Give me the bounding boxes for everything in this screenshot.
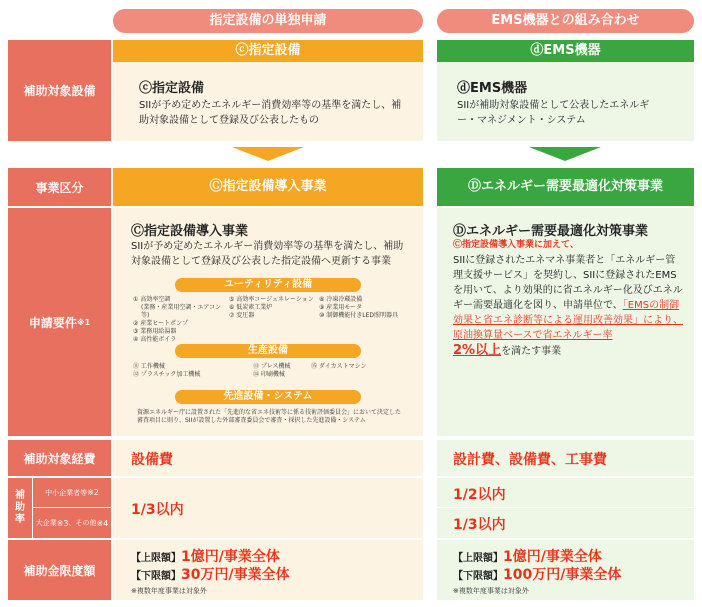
utility-list-col3 [319, 296, 419, 320]
right-req-red-big: 2%以上 [453, 343, 502, 358]
right-limit-note: ※複数年度事業は対象外 [453, 587, 529, 595]
row-label-requirement [8, 208, 111, 436]
right-equip-cell [437, 62, 694, 141]
right-expense-cell [437, 440, 694, 476]
rate-large-text: 大企業 [35, 519, 57, 527]
left-equip-title: ⓒ指定設備 [139, 81, 205, 96]
production-list-col3 [311, 363, 411, 371]
right-requirement-cell [437, 208, 694, 436]
production-item: ⑭ 印刷機械 [253, 371, 285, 378]
row-label-rate: 補助率 [8, 478, 32, 538]
right-limit-upper-value: 1億円/事業全体 [503, 549, 602, 565]
rate-sme-sup: ※2 [87, 488, 99, 497]
left-limit-lower-value: 30万円/事業全体 [181, 567, 290, 583]
right-limit-cell [437, 540, 694, 600]
left-expense-cell [113, 440, 423, 476]
right-equip-title: ⓓEMS機器 [457, 81, 528, 96]
right-limit-upper-label: 【上限額】 [453, 553, 503, 564]
band-utility: ユーティリティ設備 [175, 278, 361, 292]
row-label-expense: 補助対象経費 [8, 440, 111, 476]
left-limit-upper-label: 【上限額】 [131, 553, 181, 564]
utility-item: ⑦ 変圧器 [229, 312, 255, 319]
advanced-desc: 資源エネルギー庁に設置された「先進的な省エネ技術等に係る技術評価委員会」において決定した審査項目に則り、SIIが設置した外部審査委員会で審査・採択した先進設備・システム [137, 409, 402, 424]
utility-item: ② 産業ヒートポンプ [133, 320, 189, 327]
requirement-label-text: 申請要件 [28, 315, 77, 330]
right-req-body [453, 238, 685, 359]
rate-large-sup2: ※4 [96, 518, 109, 528]
right-equip-desc: SIIが補助対象設備として公表したエネルギー・マネジメント・システム [457, 100, 650, 126]
utility-item: ⑨ 産業用モータ [319, 304, 363, 311]
utility-item: ⑥ 低炭素工業炉 [229, 304, 273, 311]
left-expense-value: 設備費 [131, 452, 173, 468]
right-req-desc: SIIに登録されたエネマネ事業者と「エネルギー管理支援サービス」を契約し、SIIに登録されたEMSを用いて、より効果的に省エネルギー化及びエネルギー需要最適化を図り、申請単位で、 [453, 255, 683, 311]
right-equip-header: ⓓEMS機器 [437, 40, 694, 62]
right-limit-lower-value: 100万円/事業全体 [503, 567, 622, 583]
right-req-title: Ⓓエネルギー需要最適化対策事業 [453, 224, 649, 239]
left-limit-cell [113, 540, 423, 600]
left-limit-upper [131, 546, 280, 566]
left-rate-value: 1/3以内 [131, 502, 184, 518]
right-req-tail: を満たす事業 [501, 346, 562, 357]
right-rate-large-cell [437, 508, 694, 538]
rate-large-sup: ※3 [56, 518, 69, 528]
production-list-col1 [133, 363, 243, 379]
rate-sme-text: 中小企業者等 [45, 488, 88, 497]
left-equip-cell [113, 62, 423, 141]
right-limit-lower-label: 【下限額】 [453, 571, 503, 582]
right-down-arrow [529, 147, 601, 161]
utility-item: ③ 業務用給湯器 [133, 328, 177, 335]
row-label-limit: 補助金限度額 [8, 540, 111, 600]
left-req-desc: SIIが予め定めたエネルギー消費効率等の基準を満たし、補助対象設備として登録及び公表した指定設備へ更新する事業 [131, 241, 404, 267]
requirement-label-sup: ※1 [76, 317, 91, 327]
tab-single-application: 指定設備の単独申請 [113, 9, 423, 33]
left-rate-cell [113, 478, 423, 538]
row-label-subsidy-equipment: 補助対象設備 [8, 40, 111, 141]
left-limit-upper-value: 1億円/事業全体 [181, 549, 280, 565]
left-equip-desc: SIIが予め定めたエネルギー消費効率等の基準を満たし、補助対象設備として登録及び公表したもの [139, 100, 402, 126]
right-req-red-lead: Ⓒ指定設備導入事業に加えて、 [453, 240, 579, 250]
right-rate-large-value: 1/3以内 [453, 517, 506, 533]
right-expense-value: 設計費、設備費、工事費 [453, 452, 607, 468]
utility-list-col1 [133, 296, 225, 344]
left-limit-lower-label: 【下限額】 [131, 571, 181, 582]
right-limit-lower [453, 564, 621, 584]
production-item: ⑬ プレス機械 [253, 363, 291, 370]
right-req-red-mid: 「EMSの制御効果と省エネ診断等による運用改善効果」により、原油換算量ベースで省エネルギー率 [453, 300, 683, 341]
utility-item: (業務・産業用空調・エアコン等) [141, 304, 222, 319]
left-equip-header: ⓒ指定設備 [113, 40, 423, 62]
utility-item: ⑩ 制御機能付きLED照明器具 [319, 312, 399, 319]
band-advanced: 先進設備・システム [175, 390, 361, 404]
tab-ems-combination: EMS機器との組み合わせ [437, 9, 694, 33]
left-req-title: Ⓒ指定設備導入事業 [131, 224, 249, 239]
right-limit-upper [453, 546, 602, 566]
production-item: ⑪ 工作機械 [133, 363, 165, 370]
rate-large-label [33, 508, 111, 538]
rate-sme-label [33, 478, 111, 507]
rate-large-suffix: 、その他 [68, 519, 97, 527]
left-requirement-cell [113, 208, 423, 436]
production-list-col2 [253, 363, 313, 379]
utility-item: ⑤ 高効率コージェネレーション [229, 296, 314, 303]
band-production: 生産設備 [175, 344, 361, 358]
utility-item: ① 高効率空調 [133, 296, 171, 303]
left-down-arrow [232, 147, 304, 161]
utility-item: ④ 高性能ボイラ [133, 336, 177, 343]
utility-list-col2 [229, 296, 319, 320]
left-limit-lower [131, 564, 290, 584]
utility-item: ⑧ 冷凍冷蔵設備 [319, 296, 363, 303]
right-biz-header: Ⓓエネルギー需要最適化対策事業 [437, 168, 694, 206]
row-label-business-type: 事業区分 [8, 168, 111, 206]
production-item: ⑫ プラスチック加工機械 [133, 371, 201, 378]
right-rate-sme-cell [437, 478, 694, 507]
right-rate-sme-value: 1/2以内 [453, 487, 506, 503]
left-limit-note: ※複数年度事業は対象外 [131, 587, 207, 595]
left-biz-header: Ⓒ指定設備導入事業 [113, 168, 423, 206]
production-item: ⑮ ダイカストマシン [311, 363, 367, 370]
